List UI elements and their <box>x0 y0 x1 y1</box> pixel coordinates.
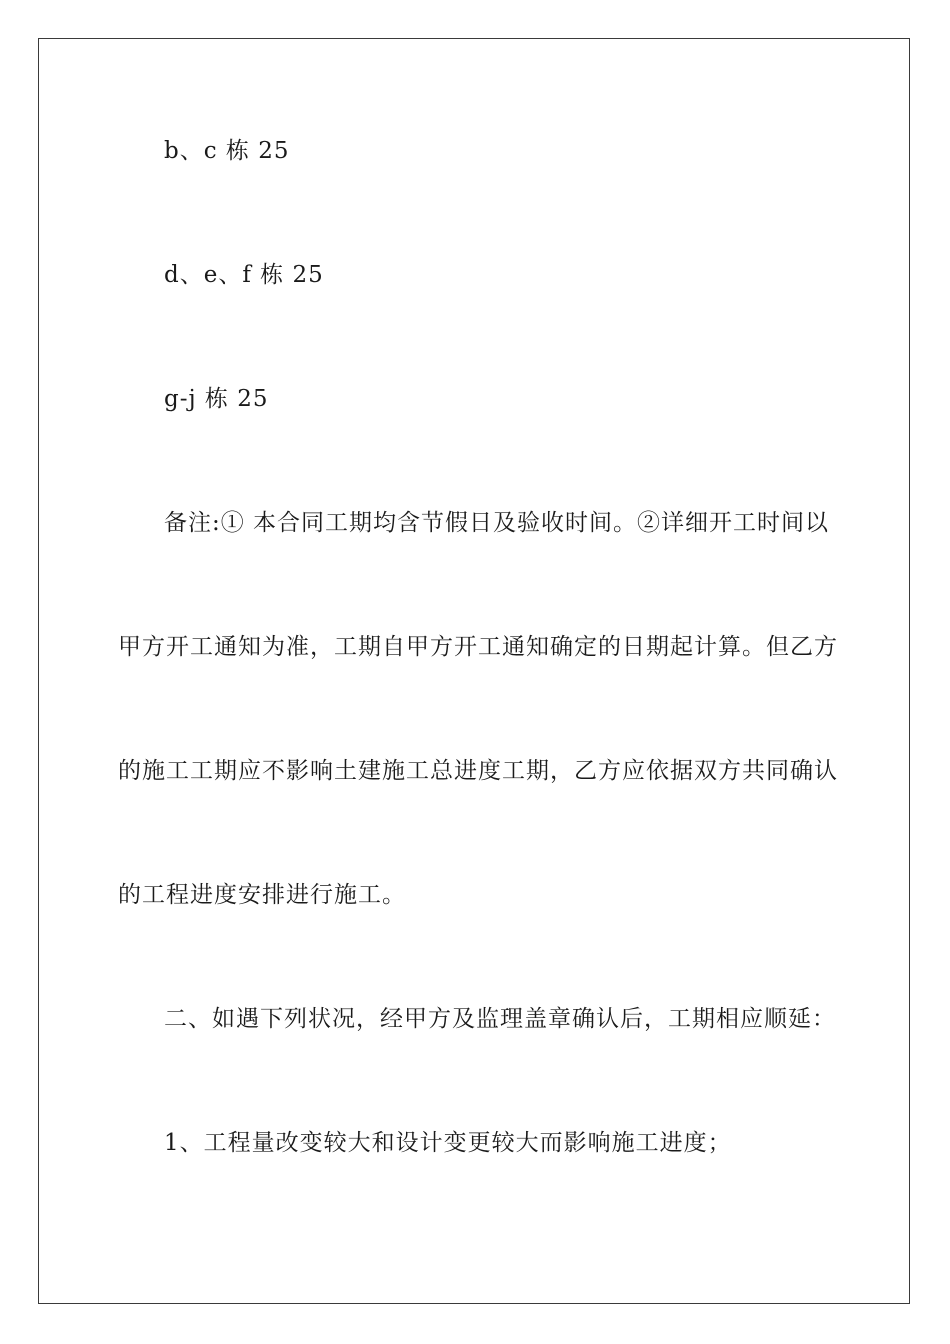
schedule-line-bc: b、c 栋 25 <box>164 138 290 164</box>
section-two-item-1: 1、工程量改变较大和设计变更较大而影响施工进度； <box>164 1130 732 1156</box>
schedule-line-gj: g-j 栋 25 <box>164 386 269 412</box>
remark-paragraph-line-2: 甲方开工通知为准，工期自甲方开工通知确定的日期起计算。但乙方 <box>118 634 838 660</box>
remark-paragraph-line-4: 的工程进度安排进行施工。 <box>118 882 406 908</box>
schedule-line-def: d、e、f 栋 25 <box>164 262 324 288</box>
remark-paragraph-line-3: 的施工工期应不影响土建施工总进度工期，乙方应依据双方共同确认 <box>118 758 838 784</box>
section-two-heading: 二、如遇下列状况，经甲方及监理盖章确认后，工期相应顺延： <box>164 1006 836 1032</box>
page-frame <box>38 38 910 1304</box>
remark-paragraph-line-1: 备注:① 本合同工期均含节假日及验收时间。②详细开工时间以 <box>164 510 830 536</box>
